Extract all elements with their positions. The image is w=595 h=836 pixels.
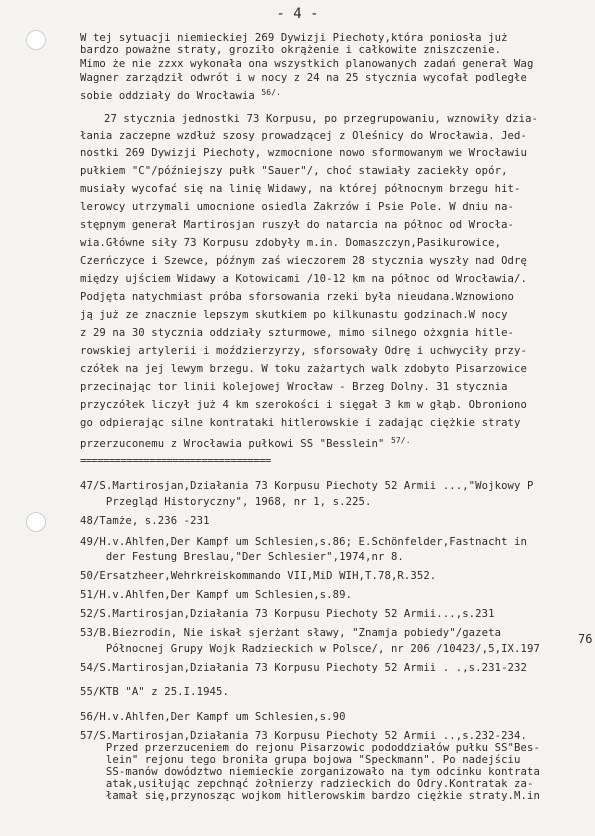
text-line: ją już ze znacznie lepszym skutkiem po kilkunastu godzinach.W nocy — [80, 309, 508, 321]
footnote-ref: 57/. — [390, 436, 411, 445]
text-line: 27 stycznia jednostki 73 Korpusu, po przegrupowaniu, wznowiły dzia- — [104, 113, 539, 125]
text-line: musiały wycofać się na linię Widawy, na której północnym brzegu hit- — [80, 183, 521, 195]
text-line: sobie oddziały do Wrocławia $^{56/.}$ — [80, 88, 282, 102]
text-line: go odpierając silne kontrataki hitlerowskie i zadając ciężkie straty — [80, 417, 521, 429]
text-line: Podjęta natychmiast próba sforsowania rzeki była nieudana.Wznowiono — [80, 291, 515, 303]
footnote-line: 53/B.Biezrodin, Nie iskał sjerżant sławy, "Znamja pobiedy"/gazeta — [80, 627, 502, 639]
footnote-line: 52/S.Martirosjan,Działania 73 Korpusu Piechoty 52 Armii...,s.231 — [80, 608, 495, 620]
text-line: czółek na jej lewym brzegu. W toku zażartych walk zdobyto Pisarzowice — [80, 363, 527, 375]
footnote-line: der Festung Breslau,"Der Schlesier",1974,nr 8. — [80, 551, 404, 563]
text-line: Wagner zarządził odwrót i w nocy z 24 na 25 stycznia wycofał podległe — [80, 72, 527, 84]
text-line: stępnym generał Martirosjan ruszył do natarcia na północ od Wrocła- — [80, 219, 515, 231]
footnote-line: atak,usiłując zepchnąć żołnierzy radzieckich do Odry.Kontratak za- — [80, 778, 534, 790]
footnote-line: 51/H.v.Ahlfen,Der Kampf um Schlesien,s.89. — [80, 589, 353, 601]
text-line: Mimo że nie zzxx wykonała ona wszystkich planowanych zadań generał Wag — [80, 58, 534, 70]
footnote-line: 50/Ersatzheer,Wehrkreiskommando VII,MiD WIH,T.78,R.352. — [80, 570, 437, 582]
page-number: - 4 - — [276, 6, 319, 22]
punch-hole — [26, 30, 46, 50]
footnote-line: SS-manów dowództwo niemieckie zorganizowało na tym odcinku kontrata — [80, 766, 540, 778]
text-line: nostki 269 Dywizji Piechoty, wzmocnione nowo sformowanym we Wrocławiu — [80, 147, 527, 159]
text-line: bardzo poważne straty, groziło okrążenie i całkowite zniszczenie. — [80, 44, 502, 56]
footnote-line: 48/Tamże, s.236 -231 — [80, 515, 210, 527]
footnote-line: 56/H.v.Ahlfen,Der Kampf um Schlesien,s.90 — [80, 711, 346, 723]
text-line: przyczółek liczył już 4 km szerokości i sięgał 3 km w głąb. Obroniono — [80, 399, 527, 411]
text-line: z 29 na 30 stycznia oddziały szturmowe, mimo silnego ożxgnia hitle- — [80, 327, 515, 339]
text-line: wia.Główne siły 73 Korpusu zdobyły m.in. Domaszczyn,Pasikurowice, — [80, 237, 502, 249]
text-line: między ujściem Widawy a Kotowicami /10-12 km na północ od Wrocławia/. — [80, 273, 527, 285]
margin-number: 76 — [578, 632, 593, 646]
text-line: lerowcy utrzymali umocnione osiedla Zakrzów i Psie Pole. W dniu na- — [80, 201, 515, 213]
footnote-line: 47/S.Martirosjan,Działania 73 Korpusu Piechoty 52 Armii ...,"Wojkowy P — [80, 480, 534, 492]
text-line: W tej sytuacji niemieckiej 269 Dywizji Piechoty,która poniosła już — [80, 32, 508, 44]
punch-hole — [26, 512, 46, 532]
footnote-line: 55/KTB "A" z 25.I.1945. — [80, 686, 229, 698]
separator-line: ================================= — [80, 455, 271, 467]
text-line: Czerńczyce i Szewce, późnym zaś wieczorem 28 stycznia wyszły nad Odrę — [80, 255, 527, 267]
footnote-line: 49/H.v.Ahlfen,Der Kampf um Schlesien,s.86; E.Schönfelder,Fastnacht in — [80, 536, 527, 548]
text-line: pułkiem "C"/późniejszy pułk "Sauer"/, choć stawiały zaciekły opór, — [80, 165, 508, 177]
footnote-line: 57/S.Martirosjan,Działania 73 Korpusu Piechoty 52 Armii ..,s.232-234. — [80, 730, 527, 742]
footnote-line: lein" rejonu tego broniła grupa bojowa "Speckmann". Po nadejściu — [80, 754, 521, 766]
footnote-line: Przed przerzuceniem do rejonu Pisarzowic pododdziałów pułku SS"Bes- — [80, 742, 540, 754]
footnote-line: Przegląd Historyczny", 1968, nr 1, s.225. — [80, 496, 372, 508]
text-line: łania zaczepne wzdłuż szosy prowadzącej z Oleśnicy do Wrocławia. Jed- — [80, 130, 527, 142]
text-line: przerzuconemu z Wrocławia pułkowi SS "Besslein" $^{57/.}$ — [80, 436, 411, 450]
text-line: rowskiej artylerii i moździerzyrzy, sforsowały Odrę i uchwyciły przy- — [80, 345, 527, 357]
footnote-line: Północnej Grupy Wojk Radzieckich w Polsce/, nr 206 /10423/,5,IX.197 — [80, 643, 540, 655]
footnote-ref: 56/. — [261, 88, 282, 97]
text-line: przecinając tor linii kolejowej Wrocław - Brzeg Dolny. 31 stycznia — [80, 381, 508, 393]
footnote-line: 54/S.Martirosjan,Działania 73 Korpusu Piechoty 52 Armii . .,s.231-232 — [80, 662, 527, 674]
footnote-line: łamał się,przynosząc wojkom hitlerowskim bardzo ciężkie straty.M.in — [80, 790, 540, 802]
